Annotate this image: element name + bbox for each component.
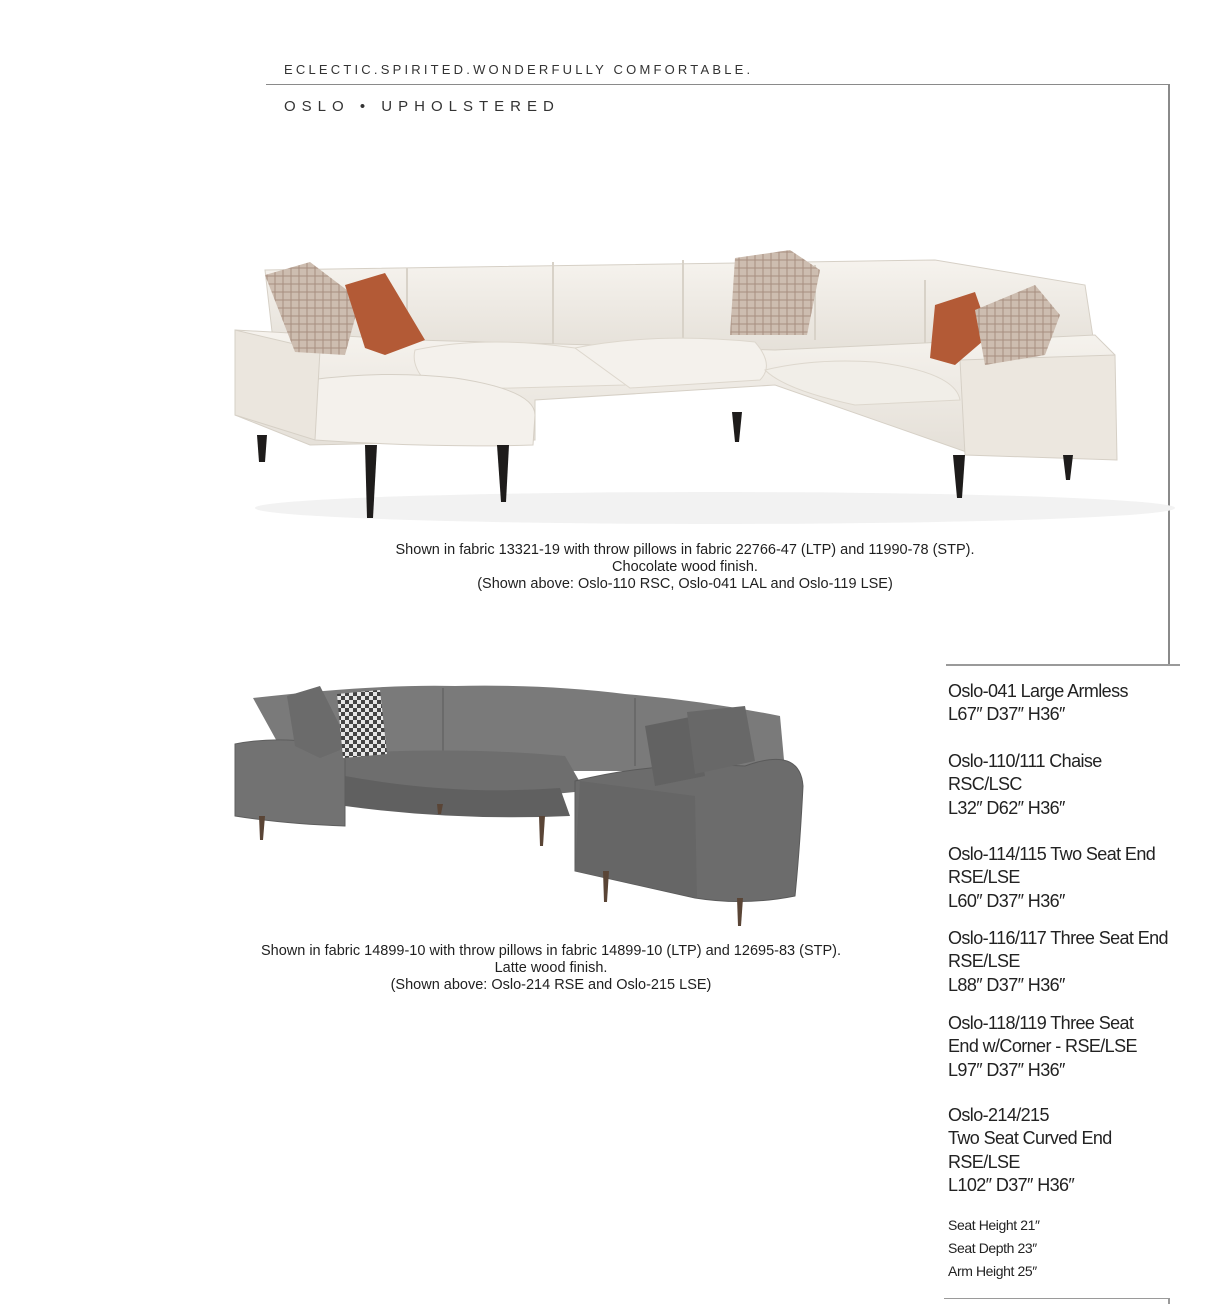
sectional-sofa-photo bbox=[215, 240, 1175, 530]
spec-line: RSC/LSC bbox=[948, 774, 1022, 795]
spec-line: RSE/LSE bbox=[948, 951, 1020, 972]
frame-bottom-rule bbox=[946, 664, 1180, 666]
spec-item bbox=[948, 680, 1188, 727]
caption-line: Shown in fabric 14899-10 with throw pillows in fabric 14899-10 (LTP) and 12695-83 (STP). bbox=[260, 943, 842, 959]
spec-line: Oslo-114/115 Two Seat End bbox=[948, 844, 1156, 864]
spec-item bbox=[948, 1104, 1188, 1197]
spec-line: L67″ D37″ H36″ bbox=[948, 704, 1065, 725]
collection-title: OSLO • UPHOLSTERED bbox=[284, 98, 560, 115]
product-caption-1 bbox=[335, 542, 1035, 593]
caption-line: Shown in fabric 13321-19 with throw pillows in fabric 22766-47 (LTP) and 11990-78 (STP). bbox=[395, 542, 975, 558]
spec-line: L102″ D37″ H36″ bbox=[948, 1174, 1075, 1195]
spec-line: Two Seat Curved End bbox=[948, 1128, 1112, 1149]
footer-rule bbox=[944, 1298, 1170, 1299]
brand-tagline: ECLECTIC.SPIRITED.WONDERFULLY COMFORTABLE. bbox=[284, 62, 754, 77]
product-caption-2 bbox=[200, 943, 902, 994]
spec-line: End w/Corner - RSE/LSE bbox=[948, 1036, 1137, 1057]
caption-line: (Shown above: Oslo-110 RSC, Oslo-041 LAL and Oslo-119 LSE) bbox=[477, 576, 893, 592]
spec-line: Oslo-214/215 bbox=[948, 1105, 1049, 1125]
spec-line: RSE/LSE bbox=[948, 1151, 1020, 1172]
spec-line: RSE/LSE bbox=[948, 867, 1020, 888]
spec-line: Oslo-041 Large Armless bbox=[948, 681, 1128, 701]
footer-rule-tick bbox=[1168, 1298, 1170, 1304]
caption-line: Chocolate wood finish. bbox=[612, 559, 758, 575]
arm-height-note: Arm Height 25″ bbox=[948, 1263, 1037, 1279]
curved-sofa-photo bbox=[225, 676, 815, 934]
spec-line: Oslo-118/119 Three Seat bbox=[948, 1013, 1134, 1033]
seat-depth-note: Seat Depth 23″ bbox=[948, 1240, 1037, 1256]
caption-line: (Shown above: Oslo-214 RSE and Oslo-215 LSE) bbox=[390, 977, 712, 993]
seat-height-note: Seat Height 21″ bbox=[948, 1217, 1040, 1233]
spec-line: L32″ D62″ H36″ bbox=[948, 797, 1065, 818]
caption-line: Latte wood finish. bbox=[494, 960, 608, 976]
spec-item bbox=[948, 843, 1188, 913]
spec-item bbox=[948, 1012, 1188, 1082]
spec-item bbox=[948, 750, 1188, 820]
dimension-notes bbox=[948, 1214, 1148, 1283]
spec-line: L97″ D37″ H36″ bbox=[948, 1059, 1065, 1080]
frame-top-rule bbox=[266, 84, 1170, 85]
spec-line: L88″ D37″ H36″ bbox=[948, 974, 1065, 995]
spec-line: Oslo-116/117 Three Seat End bbox=[948, 928, 1168, 948]
spec-item bbox=[948, 927, 1188, 997]
spec-line: L60″ D37″ H36″ bbox=[948, 890, 1065, 911]
spec-line: Oslo-110/111 Chaise bbox=[948, 751, 1102, 771]
